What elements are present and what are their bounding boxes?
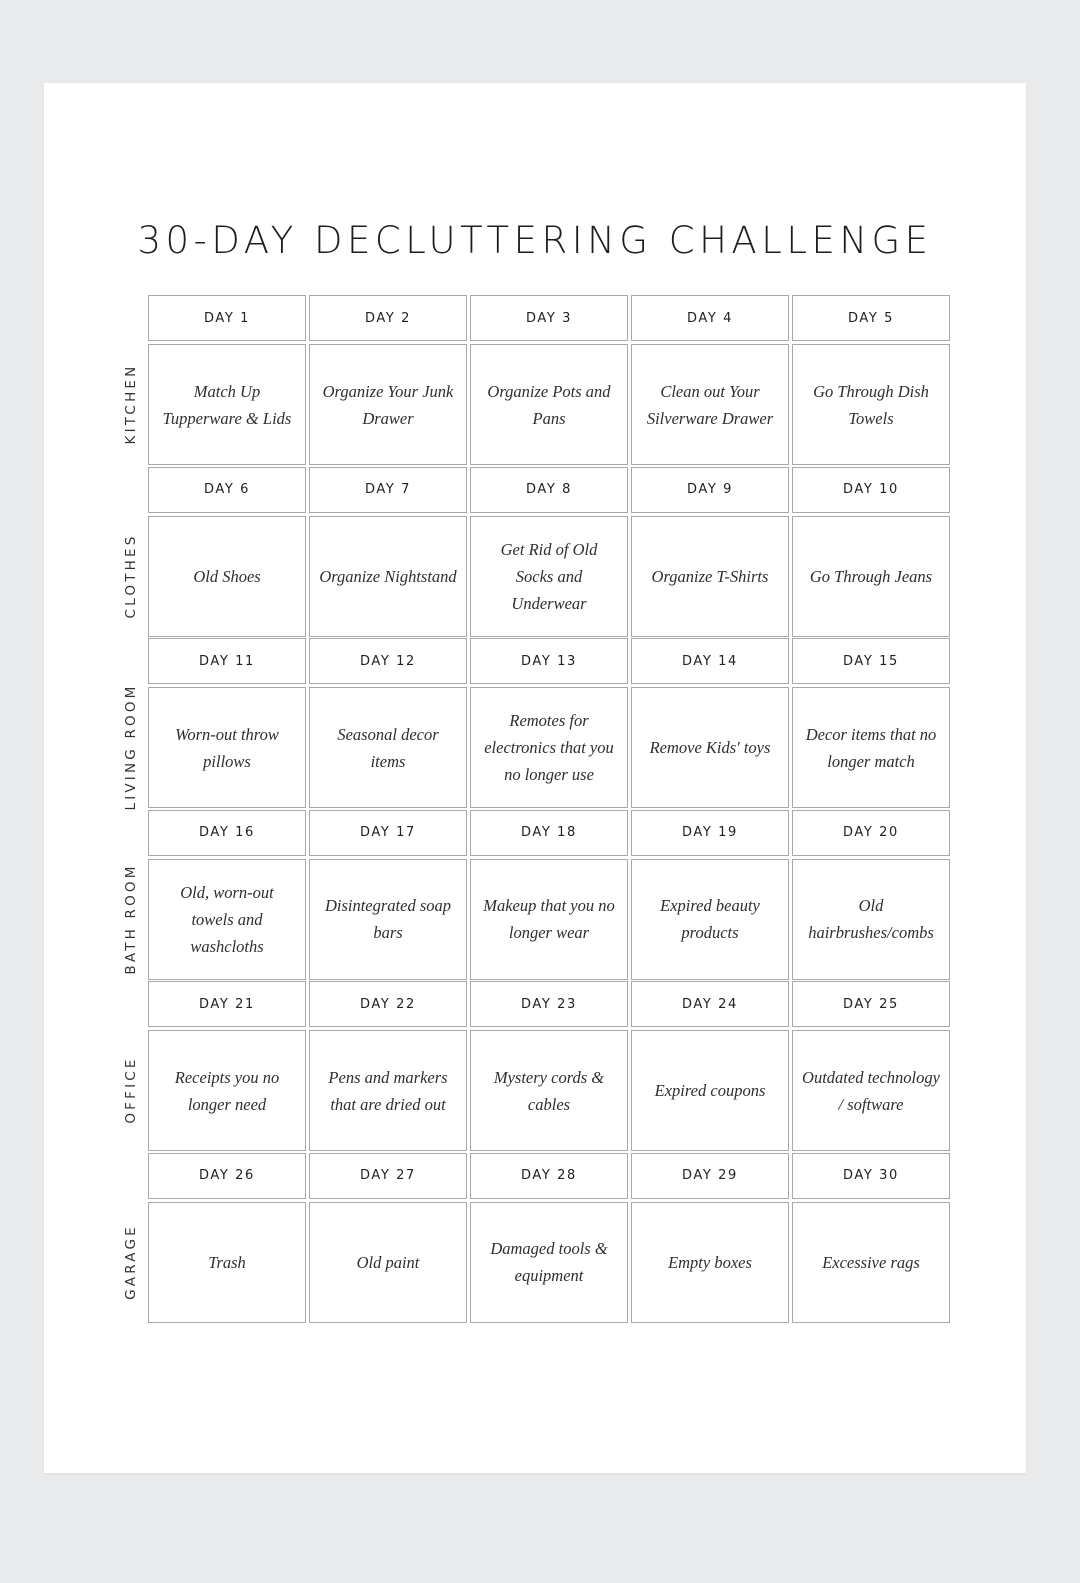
day-label: DAY 12	[360, 653, 416, 669]
section-label: LIVING ROOM	[123, 683, 139, 811]
day-header-cell	[631, 638, 789, 684]
task-cell	[309, 1030, 467, 1151]
page-title: 30-DAY DECLUTTERING CHALLENGE	[137, 219, 933, 262]
task-cell	[470, 859, 628, 980]
task-cell	[309, 859, 467, 980]
day-label: DAY 19	[682, 825, 738, 840]
day-label: DAY 14	[682, 653, 738, 669]
day-header-cell	[470, 981, 628, 1027]
task-cell	[148, 687, 306, 808]
task-cell	[792, 687, 950, 808]
day-header-cell	[309, 1153, 467, 1199]
day-label: DAY 3	[525, 310, 572, 326]
task-text: Old Shoes	[193, 566, 261, 586]
day-header-cell	[631, 810, 789, 856]
day-header-cell	[792, 1153, 950, 1199]
task-text: Receipts you no longer need	[174, 1067, 280, 1114]
day-label: DAY 8	[525, 482, 572, 497]
task-text: Get Rid of Old Socks and Underwear	[500, 539, 598, 613]
day-label: DAY 5	[847, 310, 894, 326]
day-label: DAY 2	[364, 310, 411, 326]
task-cell	[148, 516, 306, 637]
day-header-cell	[792, 638, 950, 684]
day-header-cell	[309, 295, 467, 341]
task-text: Remove Kids' toys	[649, 738, 771, 757]
task-cell	[309, 516, 467, 637]
task-text: Organize Your Junk Drawer	[322, 381, 454, 428]
task-cell	[148, 1030, 306, 1151]
section-label: BATH ROOM	[123, 862, 139, 975]
day-label: DAY 30	[843, 1168, 899, 1183]
task-text: Pens and markers that are dried out	[328, 1067, 448, 1114]
day-header-cell	[148, 1153, 306, 1199]
task-text: Outdated technology / software	[802, 1067, 940, 1114]
task-cell	[470, 1030, 628, 1151]
day-label: DAY 23	[521, 996, 577, 1012]
day-label: DAY 4	[686, 310, 733, 326]
task-text: Mystery cords & cables	[493, 1067, 605, 1114]
day-header-cell	[792, 467, 950, 513]
task-cell	[631, 516, 789, 637]
day-header-cell	[309, 638, 467, 684]
task-cell	[470, 687, 628, 808]
task-text: Excessive rags	[822, 1252, 920, 1272]
task-cell	[148, 859, 306, 980]
task-cell	[309, 344, 467, 465]
day-header-cell	[631, 981, 789, 1027]
task-cell	[792, 859, 950, 980]
day-label: DAY 7	[364, 482, 411, 497]
task-cell	[631, 1030, 789, 1151]
task-text: Old hairbrushes/combs	[808, 896, 934, 942]
task-text: Makeup that you no longer wear	[483, 896, 615, 942]
day-header-cell	[148, 295, 306, 341]
day-header-cell	[148, 467, 306, 513]
day-label: DAY 10	[843, 482, 899, 497]
section-label: OFFICE	[123, 1056, 139, 1124]
day-header-cell	[792, 810, 950, 856]
task-cell	[792, 1202, 950, 1323]
task-cell	[631, 344, 789, 465]
task-cell	[792, 1030, 950, 1151]
day-label: DAY 9	[686, 482, 733, 497]
section-garage	[44, 1153, 1026, 1323]
task-text: Match Up Tupperware & Lids	[162, 381, 292, 428]
day-label: DAY 20	[843, 825, 899, 840]
challenge-page	[44, 83, 1026, 1473]
task-text: Organize Nightstand	[319, 566, 457, 586]
task-cell	[309, 687, 467, 808]
task-text: Old, worn-out towels and washcloths	[180, 882, 274, 956]
task-text: Seasonal decor items	[337, 724, 439, 771]
day-label: DAY 1	[203, 310, 250, 326]
task-cell	[631, 687, 789, 808]
day-header-cell	[631, 1153, 789, 1199]
day-header-cell	[470, 810, 628, 856]
day-header-cell	[470, 1153, 628, 1199]
task-text: Go Through Jeans	[809, 566, 933, 586]
day-label: DAY 24	[682, 996, 738, 1012]
day-label: DAY 27	[360, 1168, 416, 1183]
day-label: DAY 18	[521, 825, 577, 840]
day-header-cell	[309, 981, 467, 1027]
task-cell	[470, 344, 628, 465]
day-label: DAY 21	[199, 996, 255, 1012]
section-label: CLOTHES	[123, 533, 139, 618]
task-text: Damaged tools & equipment	[490, 1239, 608, 1285]
task-text: Expired beauty products	[660, 896, 760, 942]
day-header-cell	[309, 467, 467, 513]
day-label: DAY 16	[199, 825, 255, 840]
task-cell	[470, 516, 628, 637]
day-label: DAY 28	[521, 1168, 577, 1183]
day-header-cell	[792, 295, 950, 341]
day-label: DAY 25	[843, 996, 899, 1012]
day-header-cell	[631, 295, 789, 341]
task-cell	[309, 1202, 467, 1323]
section-bath-room	[44, 810, 1026, 980]
task-text: Remotes for electronics that you no longer use	[484, 711, 614, 784]
day-header-cell	[148, 638, 306, 684]
day-label: DAY 29	[682, 1168, 738, 1183]
day-header-cell	[148, 810, 306, 856]
task-cell	[631, 859, 789, 980]
section-kitchen	[44, 295, 1026, 465]
task-text: Disintegrated soap bars	[324, 896, 452, 942]
section-office	[44, 981, 1026, 1151]
day-header-cell	[470, 638, 628, 684]
task-cell	[470, 1202, 628, 1323]
task-text: Old paint	[356, 1252, 420, 1272]
day-header-cell	[309, 810, 467, 856]
task-cell	[148, 1202, 306, 1323]
section-label: GARAGE	[123, 1223, 139, 1300]
task-text: Empty boxes	[668, 1252, 752, 1272]
task-text: Worn-out throw pillows	[175, 724, 279, 771]
task-cell	[148, 344, 306, 465]
day-label: DAY 13	[521, 653, 577, 669]
day-header-cell	[631, 467, 789, 513]
day-label: DAY 26	[199, 1168, 255, 1183]
task-text: Trash	[208, 1252, 246, 1272]
task-text: Decor items that no longer match	[805, 724, 937, 771]
task-cell	[792, 516, 950, 637]
day-label: DAY 15	[843, 653, 899, 669]
task-text: Organize Pots and Pans	[487, 381, 611, 428]
section-living-room	[44, 638, 1026, 811]
day-header-cell	[470, 295, 628, 341]
day-label: DAY 6	[203, 482, 250, 497]
task-cell	[792, 344, 950, 465]
task-text: Expired coupons	[654, 1081, 766, 1100]
day-header-cell	[148, 981, 306, 1027]
day-header-cell	[792, 981, 950, 1027]
day-label: DAY 11	[199, 653, 255, 669]
task-text: Go Through Dish Towels	[813, 381, 929, 428]
section-label: KITCHEN	[123, 363, 139, 445]
task-cell	[631, 1202, 789, 1323]
section-clothes	[44, 467, 1026, 637]
task-text: Clean out Your Silverware Drawer	[646, 381, 774, 428]
day-label: DAY 17	[360, 825, 416, 840]
day-label: DAY 22	[360, 996, 416, 1012]
task-text: Organize T-Shirts	[651, 566, 769, 586]
day-header-cell	[470, 467, 628, 513]
